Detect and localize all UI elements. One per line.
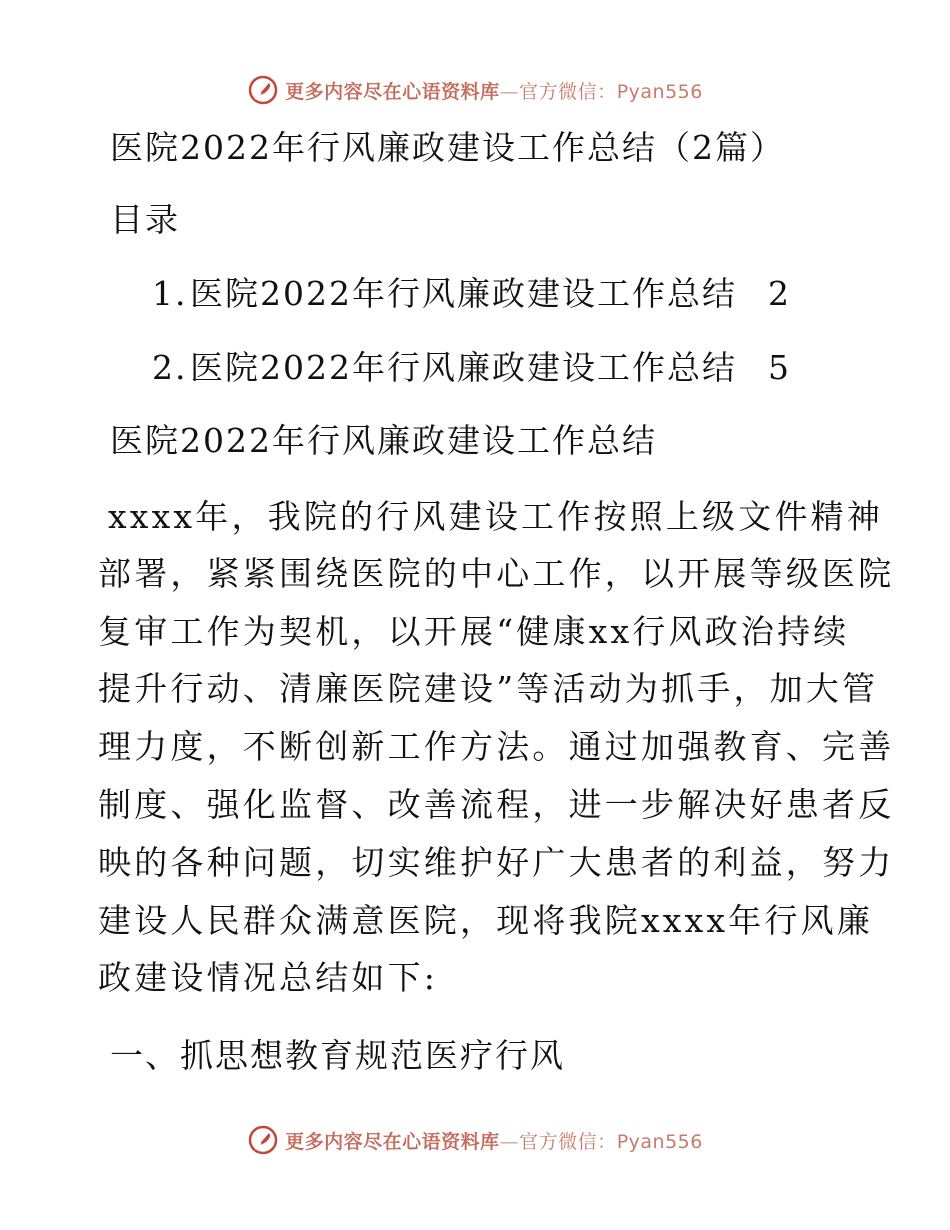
toc-item-page: 5 (768, 348, 791, 387)
toc-item-title: 医院2022年行风廉政建设工作总结 (190, 274, 737, 313)
watermark-text (285, 77, 703, 104)
watermark-separator: — (499, 80, 520, 103)
watermark-banner-bottom (0, 1120, 950, 1160)
toc-item-title: 医院2022年行风廉政建设工作总结 (190, 348, 737, 387)
toc-item-number: 1. (152, 274, 188, 313)
paragraph-line: 复审工作为契机，以开展“健康xx行风政治持续 (98, 612, 850, 651)
paragraph-line: 部署，紧紧围绕医院的中心工作，以开展等级医院 (98, 554, 895, 593)
toc-item-1[interactable] (152, 274, 792, 314)
paragraph-line: 建设人民群众满意医院，现将我院xxxx年行风廉 (98, 901, 874, 940)
watermark-banner-top (0, 70, 950, 110)
paragraph-line: xxxx年，我院的行风建设工作按照上级文件精神 (108, 497, 884, 536)
subheading: 一、抓思想教育规范医疗行风 (110, 1036, 565, 1075)
watermark-text (285, 1127, 703, 1154)
paragraph-line: 映的各种问题，切实维护好广大患者的利益，努力 (98, 843, 895, 882)
watermark-official: 官方微信： (519, 1130, 617, 1153)
watermark-id: Pyan556 (616, 80, 703, 103)
document-title: 医院2022年行风廉政建设工作总结（2篇） (110, 128, 785, 167)
paragraph-line: 制度、强化监督、改善流程，进一步解决好患者反 (98, 785, 895, 824)
paragraph-line: 理力度，不断创新工作方法。通过加强教育、完善 (98, 727, 895, 766)
toc-item-page: 2 (768, 274, 791, 313)
toc-heading: 目录 (110, 200, 180, 239)
section-title: 医院2022年行风廉政建设工作总结 (110, 421, 657, 460)
watermark-main: 更多内容尽在心语资料库 (285, 1130, 500, 1153)
watermark-id: Pyan556 (616, 1130, 703, 1153)
watermark-official: 官方微信： (519, 80, 617, 103)
feather-logo-icon (247, 1124, 279, 1156)
toc-item-number: 2. (152, 348, 188, 387)
paragraph-line: 政建设情况总结如下: (98, 958, 439, 997)
watermark-main: 更多内容尽在心语资料库 (285, 80, 500, 103)
watermark-separator: — (499, 1130, 520, 1153)
feather-logo-icon (247, 74, 279, 106)
paragraph-line: 提升行动、清廉医院建设”等活动为抓手，加大管 (98, 669, 879, 708)
toc-item-2[interactable] (152, 348, 792, 388)
